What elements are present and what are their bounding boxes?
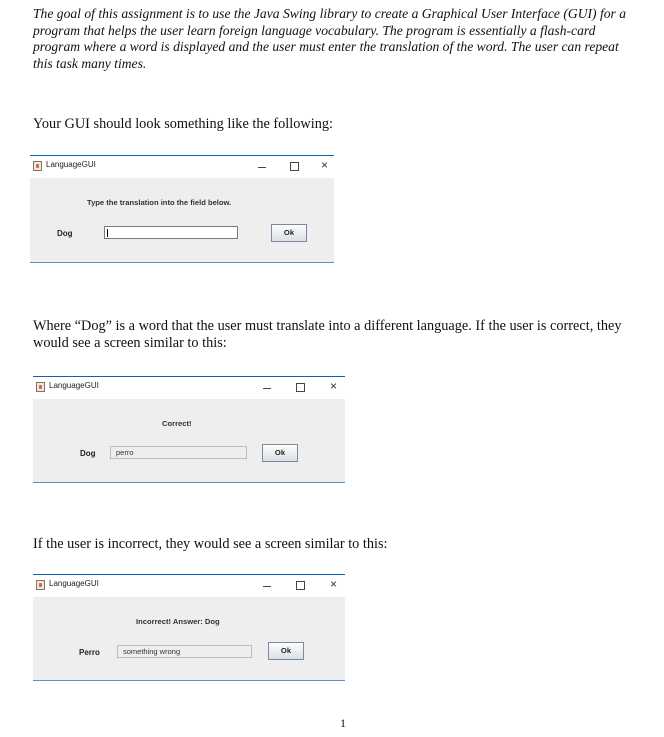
ok-button[interactable]: Ok xyxy=(268,642,304,660)
minimize-icon[interactable] xyxy=(258,167,266,168)
word-label: Dog xyxy=(57,229,73,238)
result-label: Correct! xyxy=(162,419,192,428)
window-correct xyxy=(33,376,345,483)
maximize-icon[interactable] xyxy=(296,383,305,392)
instruction-label: Type the translation into the field below. xyxy=(87,198,232,207)
title-bar xyxy=(33,377,345,399)
minimize-icon[interactable] xyxy=(263,388,271,389)
maximize-icon[interactable] xyxy=(290,162,299,171)
java-icon xyxy=(36,382,45,392)
close-icon[interactable]: × xyxy=(330,577,338,591)
translation-input-value: perro xyxy=(116,448,134,457)
window-title: LanguageGUI xyxy=(49,579,99,588)
window-title: LanguageGUI xyxy=(46,160,96,169)
result-label: Incorrect! Answer: Dog xyxy=(136,617,220,626)
ok-button[interactable]: Ok xyxy=(262,444,298,462)
incorrect-paragraph: If the user is incorrect, they would see a screen similar to this: xyxy=(33,536,388,552)
where-paragraph: Where “Dog” is a word that the user must translate into a different language. If the user is correct, they would see a screen similar to this: xyxy=(33,318,622,351)
translation-input[interactable] xyxy=(110,446,247,459)
intro-paragraph: The goal of this assignment is to use the Java Swing library to create a Graphical User Interface (GUI) for a program that helps the user learn foreign language vocabulary. The program is essentially a flash-card program where a word is displayed and the user must enter the translation of the word. The user can repeat this task many times. xyxy=(33,6,627,71)
window-prompt xyxy=(30,155,334,263)
page-number: 1 xyxy=(340,716,346,730)
translation-input[interactable] xyxy=(104,226,238,239)
window-title: LanguageGUI xyxy=(49,381,99,390)
close-icon[interactable]: × xyxy=(330,379,338,393)
maximize-icon[interactable] xyxy=(296,581,305,590)
title-bar xyxy=(33,575,345,597)
ok-button[interactable]: Ok xyxy=(271,224,307,242)
translation-input-value: something wrong xyxy=(123,647,181,656)
word-label: Perro xyxy=(79,648,100,657)
title-bar xyxy=(30,156,334,178)
close-icon[interactable]: × xyxy=(321,158,329,172)
java-icon xyxy=(33,161,42,171)
window-incorrect xyxy=(33,574,345,681)
translation-input[interactable] xyxy=(117,645,252,658)
java-icon xyxy=(36,580,45,590)
word-label: Dog xyxy=(80,449,96,458)
text-caret xyxy=(107,229,108,237)
minimize-icon[interactable] xyxy=(263,586,271,587)
look-paragraph: Your GUI should look something like the following: xyxy=(33,116,333,132)
